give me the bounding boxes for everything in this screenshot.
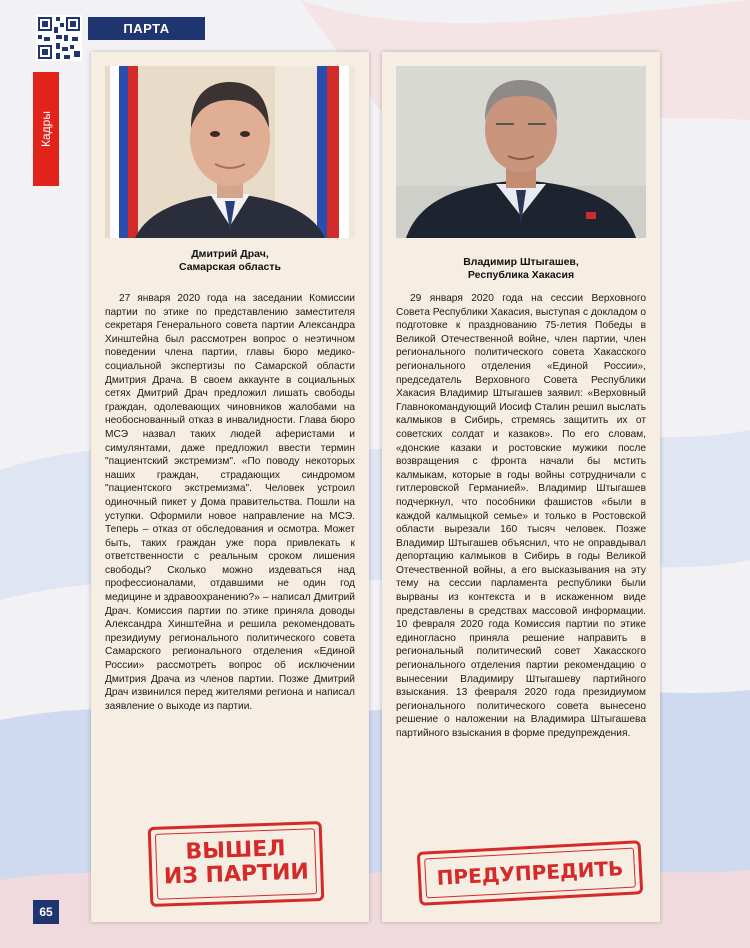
- article-body-right: 29 января 2020 года на сессии Верховного Совета Республики Хакасия, выступая с докладом о подготовке к празднованию 75-летия Победы в Великой Отечественной войне, член партии, член регионального политического совета Хакасского регионального отделения «Единой России», председатель Верховного Совета Республики Хакасия Владимир Штыгашев заявил: «Верховный Главнокомандующий Иосиф Сталин решил выслать калмыков в Сибирь, стремясь защитить их от советских солдат и казаков». По его словам, «донские казаки и ростовские мужики после возвращения с фронта начали бы мстить калмыкам, которые в годы войны сотрудничали с гитлеровской Германией». Владимир Штыгашев подчеркнул, что пособники фашистов «были в каждой калмыцкой семье» и только в Ростовской области вырезали 160 тысяч человек. Позже Владимир Штыгашев объяснил, что не оправдывал депортацию калмыков в Сибирь в годы Великой Отечественной войны, а его высказывания на эту тему на сессии парламента республики были вырваны из контекста и в искаженном виде представлены в средствах массовой информации. 10 февраля 2020 года Комиссия партии по этике единогласно приняла решение направить в региональный политический совет Хакасского регионального отделения партии рекомендацию о вынесении Владимиру Штыгашеву партийного взыскания. 13 февраля 2020 года президиумом регионального политического совета вынесено решение о наложении на Владимира Штыгашева партийного взыскания в форме предупреждения.: [396, 293, 646, 739]
- page-number: 65: [33, 900, 59, 924]
- side-section-tab: [33, 72, 59, 186]
- qr-code[interactable]: [36, 15, 82, 61]
- person-name-right: [382, 256, 660, 282]
- side-section-label: Кадры: [39, 111, 53, 147]
- person-name-line: Владимир Штыгашев,: [463, 256, 579, 268]
- person-region-line: Самарская область: [179, 261, 281, 273]
- stamp-left-party-exit: [148, 821, 325, 907]
- stamp-right-warning: [417, 840, 644, 906]
- portrait-photo: [105, 66, 355, 238]
- section-label: ПАРТА: [88, 17, 205, 40]
- portrait-photo: [396, 66, 646, 238]
- right-article-card: [382, 52, 660, 922]
- stamp-text: ПРЕДУПРЕДИТЬ: [436, 856, 624, 890]
- article-body-left: 27 января 2020 года на заседании Комиссии партии по этике по представлению заместителя секретаря Генерального совета партии Александра Хинштейна был рассмотрен вопрос о неэтичном поведении члена партии, главы бюро медико-социальной экспертизы по Самарской области Дмитрия Драча. В своем аккаунте в социальных сетях Дмитрий Драч предложил лишать свободы граждан, одолевающих чиновников жалобами на необоснованный отказ в инвалидности. Глава бюро МСЭ назвал таких людей аферистами и симулянтами, даже предложил ввести термин "пациентский экстремизм". «По поводу некоторых наших граждан, страдающих синдромом "пациентского экстремизма". Человек устроил одиночный пикет у Дома правительства. Пошли на уступки. Оформили новое направление на МСЭ. Теперь – отказ от обследования и осмотра. Может быть, таких граждан уже пора привлекать к ответственности с реальным сроком лишения свободы? Сколько можно издеваться над профессионалами, отдавшими не один год медицине и здравоохранению?» – написал Дмитрий Драч. Комиссия партии по этике приняла доводы Александра Хинштейна и решила рекомендовать президиуму регионального политического совета Самарского регионального отделения «Единой России» рассмотреть вопрос об исключении Дмитрия Драча из членов партии. Позже Дмитрий Драч извинился перед жителями региона и написал заявление о выходе из партии.: [105, 293, 355, 712]
- stamp-line-2: ИЗ ПАРТИИ: [163, 859, 310, 890]
- person-name-left: [91, 248, 369, 274]
- stamp-line-1: ВЫШЕЛ: [185, 836, 286, 865]
- person-name-line: Дмитрий Драч,: [191, 248, 269, 260]
- person-region-line: Республика Хакасия: [467, 269, 575, 281]
- left-article-card: [91, 52, 369, 922]
